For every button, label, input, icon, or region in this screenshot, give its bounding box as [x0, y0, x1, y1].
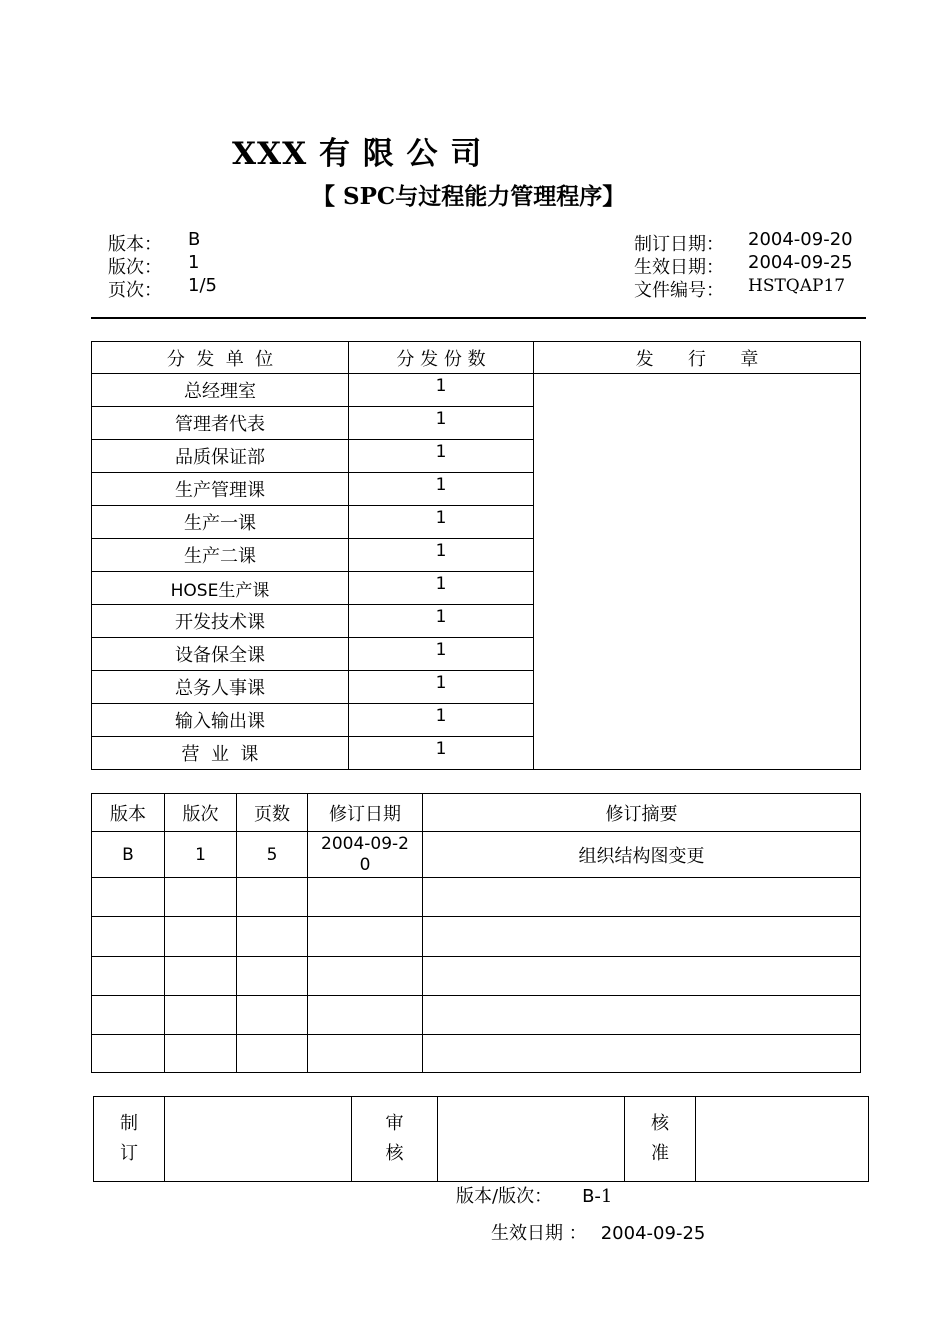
version-label: 版本： — [108, 234, 162, 255]
prepared-label — [94, 1097, 165, 1182]
prepared-label-char: 制 — [120, 1113, 138, 1134]
footer-version-suffix: 1 — [600, 1186, 613, 1207]
page-value: 1/5 — [188, 275, 217, 296]
distribution-table — [91, 341, 861, 770]
table-row — [92, 832, 861, 878]
unit-cell: 生产二课 — [92, 539, 349, 572]
header-revision-summary: 修订摘要 — [423, 794, 861, 832]
copies-cell: 1 — [349, 638, 534, 671]
document-title: 【 SPC与过程能力管理程序】 — [312, 183, 626, 210]
doc-number-label: 文件编号： — [634, 280, 724, 301]
revision-label: 版次： — [108, 257, 162, 278]
table-row — [92, 917, 861, 957]
approved-label — [625, 1097, 696, 1182]
approved-signature-cell — [696, 1097, 869, 1182]
footer-version-label: 版本/版次： — [456, 1186, 553, 1207]
footer-effective-value: 2004-09-25 — [600, 1223, 706, 1244]
header-version: 版本 — [92, 794, 165, 832]
footer-effective-date — [491, 1219, 705, 1245]
issue-stamp-area — [534, 374, 861, 770]
header-revision-date: 修订日期 — [308, 794, 423, 832]
header-pages: 页数 — [237, 794, 308, 832]
revision-history-table — [91, 793, 861, 1073]
unit-cell: 生产一课 — [92, 506, 349, 539]
prepared-label-char: 订 — [120, 1143, 138, 1164]
revision-date-cell: 2004-09-20 — [308, 832, 423, 878]
page-label: 页次： — [108, 280, 162, 301]
unit-cell: 总经理室 — [92, 374, 349, 407]
copies-cell: 1 — [349, 539, 534, 572]
copies-cell: 1 — [349, 605, 534, 638]
unit-cell: 总务人事课 — [92, 671, 349, 704]
header-unit: 分 发 单 位 — [92, 342, 349, 374]
unit-cell: 品质保证部 — [92, 440, 349, 473]
approval-row — [94, 1097, 869, 1182]
copies-cell: 1 — [349, 671, 534, 704]
table-row — [92, 957, 861, 996]
prepared-signature-cell — [165, 1097, 352, 1182]
unit-cell: 输入输出课 — [92, 704, 349, 737]
footer-effective-label: 生效日期 ： — [491, 1223, 587, 1244]
footer-version-value: B- — [582, 1186, 601, 1207]
issue-date-value: 2004-09-20 — [748, 229, 853, 250]
unit-cell: 开发技术课 — [92, 605, 349, 638]
approved-label-char: 准 — [651, 1143, 669, 1164]
reviewed-label — [352, 1097, 438, 1182]
footer-version — [456, 1182, 612, 1208]
unit-cell: 设备保全课 — [92, 638, 349, 671]
copies-cell: 1 — [349, 704, 534, 737]
company-name: XXX 有 限 公 司 — [232, 136, 483, 172]
copies-cell: 1 — [349, 572, 534, 605]
header-copies: 分 发 份 数 — [349, 342, 534, 374]
table-row — [92, 374, 861, 407]
reviewed-label-char: 核 — [385, 1143, 404, 1164]
revision-cell: 1 — [165, 832, 237, 878]
unit-cell: 营 业 课 — [92, 737, 349, 770]
table-row — [92, 1035, 861, 1073]
version-value: B — [188, 229, 201, 250]
unit-cell: HOSE生产课 — [92, 572, 349, 605]
approved-label-char: 核 — [651, 1113, 669, 1134]
copies-cell: 1 — [349, 440, 534, 473]
doc-number-value: HSTQAP17 — [748, 276, 846, 296]
header-divider — [91, 317, 866, 319]
copies-cell: 1 — [349, 506, 534, 539]
copies-cell: 1 — [349, 407, 534, 440]
copies-cell: 1 — [349, 374, 534, 407]
table-row — [92, 996, 861, 1035]
unit-cell: 生产管理课 — [92, 473, 349, 506]
copies-cell: 1 — [349, 473, 534, 506]
approval-table — [93, 1096, 869, 1182]
effective-date-label: 生效日期： — [634, 257, 724, 278]
revision-value: 1 — [188, 252, 200, 273]
copies-cell: 1 — [349, 737, 534, 770]
reviewed-signature-cell — [438, 1097, 625, 1182]
table-row — [92, 878, 861, 917]
unit-cell: 管理者代表 — [92, 407, 349, 440]
header-stamp: 发 行 章 — [534, 342, 861, 374]
pages-cell: 5 — [237, 832, 308, 878]
header-revision: 版次 — [165, 794, 237, 832]
revision-summary-cell: 组织结构图变更 — [423, 832, 861, 878]
version-cell: B — [92, 832, 165, 878]
revision-header-row — [92, 794, 861, 832]
issue-date-label: 制订日期： — [634, 234, 724, 255]
reviewed-label-char: 审 — [385, 1113, 404, 1134]
effective-date-value: 2004-09-25 — [748, 252, 853, 273]
distribution-header-row — [92, 342, 861, 374]
